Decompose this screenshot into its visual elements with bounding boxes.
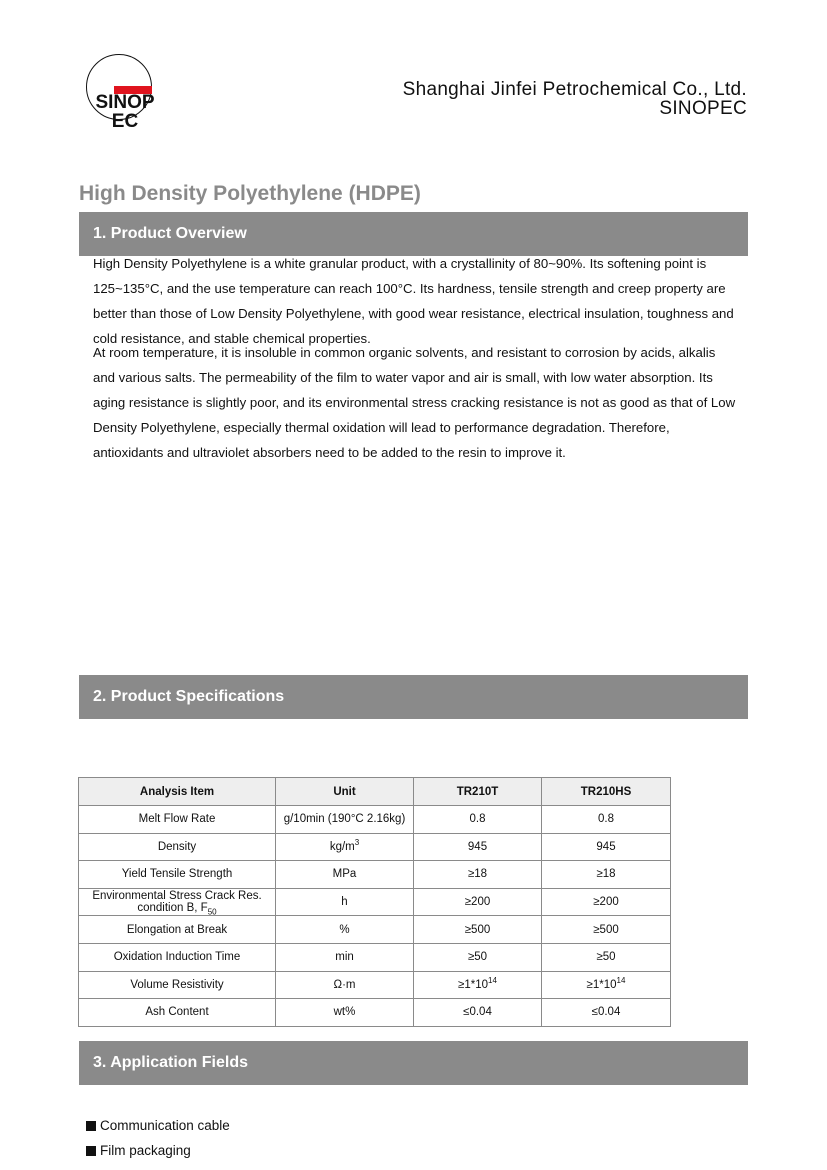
cell-tr210hs: ≥200 [542, 888, 671, 916]
item-text: Environmental Stress Crack Res. condition B, F [92, 890, 262, 915]
table-row [79, 971, 671, 999]
cell-item: Melt Flow Rate [79, 806, 276, 834]
table-row [79, 943, 671, 971]
cell-tr210t [414, 971, 542, 999]
cell-tr210hs: ≥50 [542, 943, 671, 971]
item-subscript: 50 [207, 907, 217, 917]
cell-tr210t: 945 [414, 833, 542, 861]
cell-tr210t: ≥18 [414, 861, 542, 889]
table-header-row [79, 778, 671, 806]
cell-unit [276, 833, 414, 861]
table-row [79, 916, 671, 944]
cell-unit: % [276, 916, 414, 944]
table-row [79, 888, 671, 916]
section-heading-specs: 2. Product Specifications [79, 675, 748, 719]
cell-tr210hs: ≥18 [542, 861, 671, 889]
cell-unit: g/10min (190°C 2.16kg) [276, 806, 414, 834]
cell-item: Oxidation Induction Time [79, 943, 276, 971]
cell-item: Ash Content [79, 999, 276, 1027]
value-superscript: 14 [616, 976, 626, 986]
section-heading-applications: 3. Application Fields [79, 1041, 748, 1085]
value-text: ≥1*10 [458, 978, 489, 991]
document-title: High Density Polyethylene (HDPE) [79, 182, 421, 205]
column-header-tr210t: TR210T [414, 778, 542, 806]
value-superscript: 14 [488, 976, 497, 986]
unit-text: kg/m [329, 840, 355, 853]
column-header-item: Analysis Item [79, 778, 276, 806]
cell-unit: MPa [276, 861, 414, 889]
list-item [86, 1138, 230, 1163]
overview-paragraph-1: High Density Polyethylene is a white granular product, with a crystallinity of 80~90%. Its softening point is 125~135°C, and the use temperature can reach 100°C. Its hardness, tensile strength and creep property are better than those of Low Density Polyethylene, with good wear resistance, electrical insulation, toughness and cold resistance, and stable chemical properties. [93, 256, 734, 346]
cell-tr210t: ≤0.04 [414, 999, 542, 1027]
cell-item: Volume Resistivity [79, 971, 276, 999]
cell-tr210hs: ≥500 [542, 916, 671, 944]
application-label: Communication cable [100, 1118, 230, 1133]
application-label: Film packaging [100, 1143, 191, 1158]
cell-tr210hs: 945 [542, 833, 671, 861]
logo-line-1: SINOP [95, 92, 155, 113]
spec-table [78, 777, 671, 1027]
list-item [86, 1113, 230, 1138]
overview-paragraph-2: At room temperature, it is insoluble in common organic solvents, and resistant to corrosion by acids, alkalis and various salts. The permeability of the film to water vapor and air is small, with low water absorption. Its aging resistance is slightly poor, and its environmental stress cracking resistance is not as good as that of Low Density Polyethylene, especially thermal oxidation will lead to performance degradation. Therefore, antioxidants and ultraviolet absorbers need to be added to the resin to improve it. [93, 345, 736, 460]
company-sub: SINOPEC [659, 98, 747, 119]
square-bullet-icon [86, 1121, 96, 1131]
cell-tr210t: ≥50 [414, 943, 542, 971]
company-name: Shanghai Jinfei Petrochemical Co., Ltd. [402, 79, 747, 100]
cell-unit: min [276, 943, 414, 971]
cell-tr210t: 0.8 [414, 806, 542, 834]
cell-unit: wt% [276, 999, 414, 1027]
cell-unit: Ω·m [276, 971, 414, 999]
application-list [86, 1113, 230, 1163]
cell-tr210t: ≥200 [414, 888, 542, 916]
table-row [79, 833, 671, 861]
column-header-tr210hs: TR210HS [542, 778, 671, 806]
value-text: ≥1*10 [586, 978, 617, 991]
cell-tr210t: ≥500 [414, 916, 542, 944]
cell-item [79, 888, 276, 916]
table-row [79, 806, 671, 834]
table-row [79, 861, 671, 889]
section-heading-overview: 1. Product Overview [79, 212, 748, 256]
cell-tr210hs: 0.8 [542, 806, 671, 834]
company-header [403, 80, 747, 118]
square-bullet-icon [86, 1146, 96, 1156]
cell-tr210hs [542, 971, 671, 999]
cell-tr210hs: ≤0.04 [542, 999, 671, 1027]
column-header-unit: Unit [276, 778, 414, 806]
cell-item: Yield Tensile Strength [79, 861, 276, 889]
unit-superscript: 3 [354, 838, 360, 848]
cell-unit: h [276, 888, 414, 916]
cell-item: Elongation at Break [79, 916, 276, 944]
sinopec-logo-text [86, 93, 164, 131]
cell-item: Density [79, 833, 276, 861]
table-row [79, 999, 671, 1027]
logo-line-2: EC [111, 111, 139, 132]
